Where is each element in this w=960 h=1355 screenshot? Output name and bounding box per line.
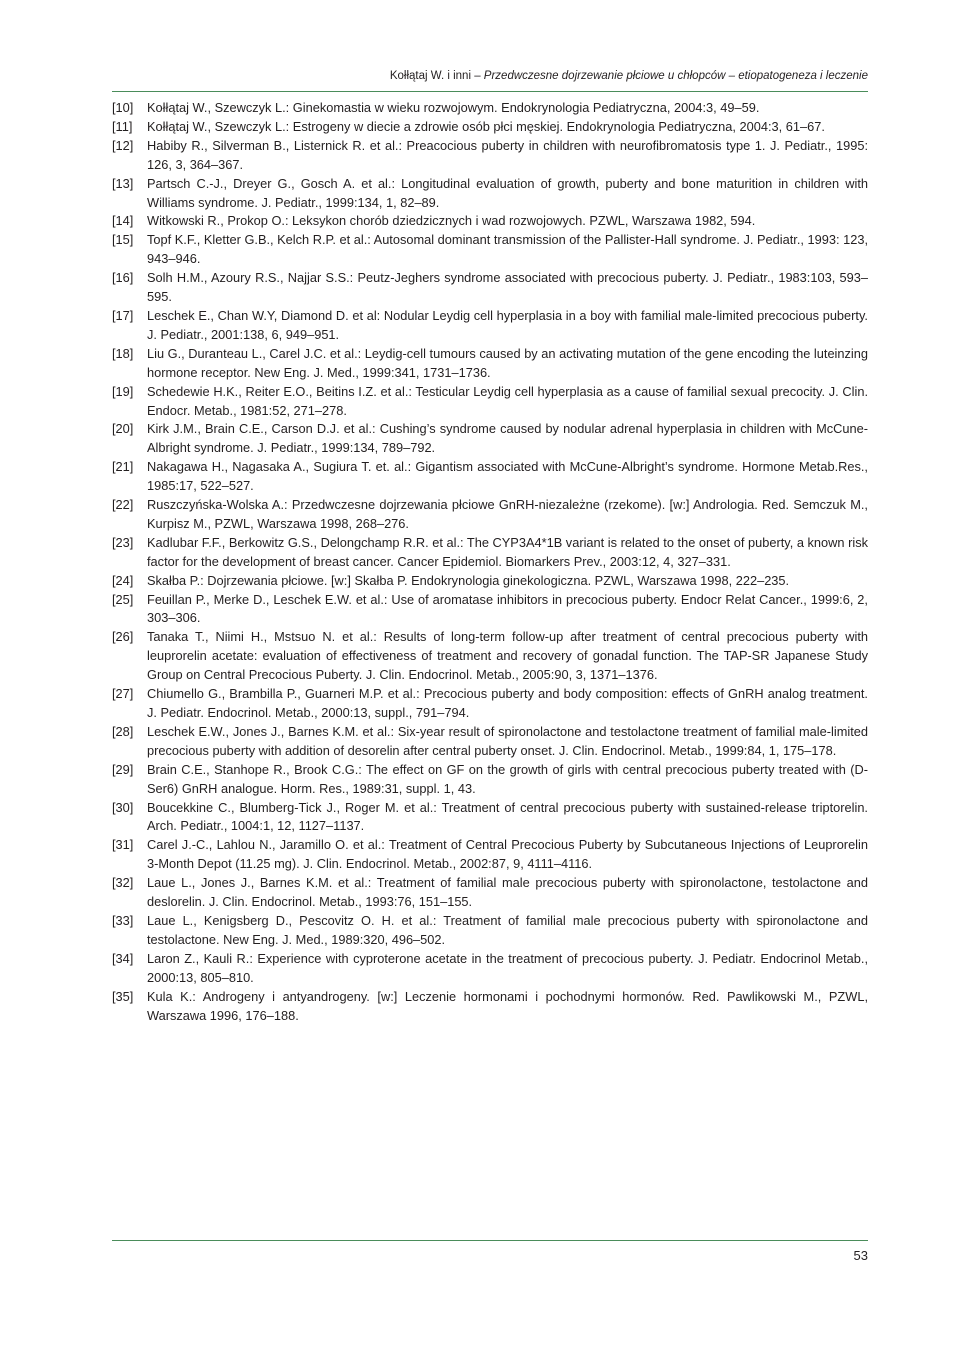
reference-text: Solh H.M., Azoury R.S., Najjar S.S.: Peutz-Jeghers syndrome associated with precocious puberty. J. Pediatr., 1983:103, 593–595. [147,270,868,305]
reference-text: Boucekkine C., Blumberg-Tick J., Roger M. et al.: Treatment of central precocious puberty with sustained-release triptorelin. Arch. Pediatr., 1004:1, 12, 1127–1137. [147,799,868,834]
reference-text: Leschek E., Chan W.Y, Diamond D. et al: Nodular Leydig cell hyperplasia in a boy with familial male-limited precocious puberty. J. Pediatr., 2001:138, 6, 949–951. [147,307,868,342]
reference-text: Kadlubar F.F., Berkowitz G.S., Delongchamp R.R. et al.: The CYP3A4*1B variant is related to the onset of puberty, a known risk factor for the development of breast cancer. Cancer Epidemiol. Biomarkers Prev., 2003:12, 4, 327–331. [147,534,868,569]
page-number: 53 [853,1248,868,1263]
reference-item [112,685,868,723]
reference-text: Topf K.F., Kletter G.B., Kelch R.P. et al.: Autosomal dominant transmission of the Pallister-Hall syndrome. J. Pediatr., 1993: 123, 943–946. [147,232,868,267]
reference-number: [16] [112,270,134,286]
reference-text: Kula K.: Androgeny i antyandrogeny. [w:] Leczenie hormonami i pochodnymi hormonów. Red. Pawlikowski M., PZWL, Warszawa 1996, 176–188. [147,988,868,1023]
reference-item [112,420,868,458]
reference-item [112,212,868,231]
reference-text: Laron Z., Kauli R.: Experience with cyproterone acetate in the treatment of precocious puberty. J. Pediatr. Endocrinol Metab., 2000:13, 805–810. [147,950,868,985]
reference-item [112,383,868,421]
reference-number: [29] [112,761,134,777]
footer-divider [112,1240,868,1241]
reference-item [112,591,868,629]
reference-item [112,99,868,118]
reference-item [112,912,868,950]
reference-item [112,874,868,912]
reference-number: [33] [112,912,134,928]
reference-number: [18] [112,345,134,361]
reference-text: Brain C.E., Stanhope R., Brook C.G.: The effect on GF on the growth of girls with central precocious puberty treated with (D-Ser6) GnRH analogue. Horm. Res., 1989:31, suppl. 1, 43. [147,761,868,796]
reference-number: [31] [112,837,134,853]
reference-number: [34] [112,950,134,966]
reference-number: [23] [112,534,134,550]
reference-text: Laue L., Jones J., Barnes K.M. et al.: Treatment of familial male precocious puberty with spironolactone, testolactone and deslorelin. J. Clin. Endocrinol. Metab., 1993:76, 151–155. [147,875,868,910]
reference-number: [25] [112,591,134,607]
reference-item [112,137,868,175]
reference-number: [24] [112,572,134,588]
reference-item [112,496,868,534]
reference-number: [17] [112,307,134,323]
header-authors: Kołłątaj W. i inni – [389,70,484,82]
reference-item [112,118,868,137]
reference-text: Kirk J.M., Brain C.E., Carson D.J. et al.: Cushing’s syndrome caused by nodular adrenal hyperplasia in children with McCune-Albright syndrome. J. Pediatr., 1999:134, 789–792. [147,421,868,456]
reference-item [112,723,868,761]
reference-number: [13] [112,175,134,191]
reference-item [112,231,868,269]
reference-number: [19] [112,383,134,399]
reference-number: [35] [112,988,134,1004]
reference-item [112,175,868,213]
reference-item [112,988,868,1026]
header-divider [112,91,868,92]
reference-text: Partsch C.-J., Dreyer G., Gosch A. et al.: Longitudinal evaluation of growth, puberty and bone maturition in children with Williams syndrome. J. Pediatr., 1999:134, 1, 82–89. [147,175,868,210]
reference-number: [12] [112,137,134,153]
reference-number: [11] [112,118,133,134]
reference-number: [28] [112,723,134,739]
reference-number: [21] [112,459,134,475]
reference-text: Liu G., Duranteau L., Carel J.C. et al.: Leydig-cell tumours caused by an activating mutation of the gene encoding the luteinzing hormone receptor. New Eng. J. Med., 1999:341, 1731–1736. [147,345,868,380]
reference-number: [15] [112,232,134,248]
reference-number: [30] [112,799,134,815]
reference-number: [20] [112,421,134,437]
reference-number: [22] [112,497,134,513]
reference-text: Tanaka T., Niimi H., Mstsuo N. et al.: Results of long-term follow-up after treatment of central precocious puberty with leuprorelin acetate: evaluation of effectiveness of treatment and recovery of gonadal function. The TAP-SR Japanese Study Group on Central Precocious Puberty. J. Clin. Endocrinol. Metab., 2005:90, 3, 1371–1376. [147,629,868,683]
reference-item [112,458,868,496]
reference-text: Skałba P.: Dojrzewania płciowe. [w:] Skałba P. Endokrynologia ginekologiczna. PZWL, Warszawa 1998, 222–235. [147,572,790,588]
reference-text: Chiumello G., Brambilla P., Guarneri M.P. et al.: Precocious puberty and body composition: effects of GnRH analog treatment. J. Pediatr. Endocrinol. Metab., 2000:13, suppl., 791–794. [147,686,868,720]
reference-item [112,572,868,591]
reference-text: Witkowski R., Prokop O.: Leksykon chorób dziedzicznych i wad rozwojowych. PZWL, Warszawa 1982, 594. [147,213,756,229]
reference-number: [27] [112,686,134,702]
reference-number: [10] [112,100,134,115]
reference-text: Leschek E.W., Jones J., Barnes K.M. et al.: Six-year result of spironolactone and testolactone treatment of familial male-limited precocious puberty with addition of desorelin after central puberty onset. J. Clin. Endocrinol. Metab., 1999:84, 1, 175–178. [147,723,868,758]
reference-number: [26] [112,629,134,645]
reference-text: Schedewie H.K., Reiter E.O., Beitins I.Z. et al.: Testicular Leydig cell hyperplasia as a cause of familial sexual precocity. J. Clin. Endocr. Metab., 1981:52, 271–278. [147,383,868,418]
reference-text: Kołłątaj W., Szewczyk L.: Ginekomastia w wieku rozwojowym. Endokrynologia Pediatryczna, 2004:3, 49–59. [147,100,760,115]
reference-item [112,345,868,383]
reference-item [112,534,868,572]
reference-text: Laue L., Kenigsberg D., Pescovitz O. H. et al.: Treatment of familial male precocious puberty with spironolactone and testolactone. New Eng. J. Med., 1989:320, 496–502. [147,912,868,947]
reference-text: Kołłątaj W., Szewczyk L.: Estrogeny w diecie a zdrowie osób płci męskiej. Endokrynologia Pediatryczna, 2004:3, 61–67. [147,118,825,134]
reference-number: [14] [112,213,134,229]
reference-number: [32] [112,875,134,891]
reference-text: Feuillan P., Merke D., Leschek E.W. et al.: Use of aromatase inhibitors in precocious puberty. Endocr Relat Cancer., 1999:6, 2, 303–306. [147,591,868,626]
reference-text: Nakagawa H., Nagasaka A., Sugiura T. et. al.: Gigantism associated with McCune-Albright’s syndrome. Hormone Metab.Res., 1985:17, 522–527. [147,459,868,494]
reference-item [112,799,868,837]
reference-text: Ruszczyńska-Wolska A.: Przedwczesne dojrzewania płciowe GnRH-niezależne (rzekome). [w:] Andrologia. Red. Semczuk M., Kurpisz M., PZWL, Warszawa 1998, 268–276. [147,497,868,531]
reference-item [112,950,868,988]
reference-text: Carel J.-C., Lahlou N., Jaramillo O. et al.: Treatment of Central Precocious Puberty by Subcutaneous Injections of Leuprorelin 3-Month Depot (11.25 mg). J. Clin. Endocrinol. Metab., 2002:87, 9, 4111–4116. [147,837,868,872]
header-title: Przedwczesne dojrzewanie płciowe u chłopców – etiopatogeneza i leczenie [483,70,868,82]
reference-item [112,628,868,685]
running-header [112,70,868,82]
reference-list [112,99,868,1025]
reference-item [112,307,868,345]
reference-item [112,269,868,307]
reference-item [112,761,868,799]
reference-item [112,836,868,874]
reference-text: Habiby R., Silverman B., Listernick R. et al.: Preacocious puberty in children with neurofibromatosis type 1. J. Pediatr., 1995: 126, 3, 364–367. [147,137,868,172]
